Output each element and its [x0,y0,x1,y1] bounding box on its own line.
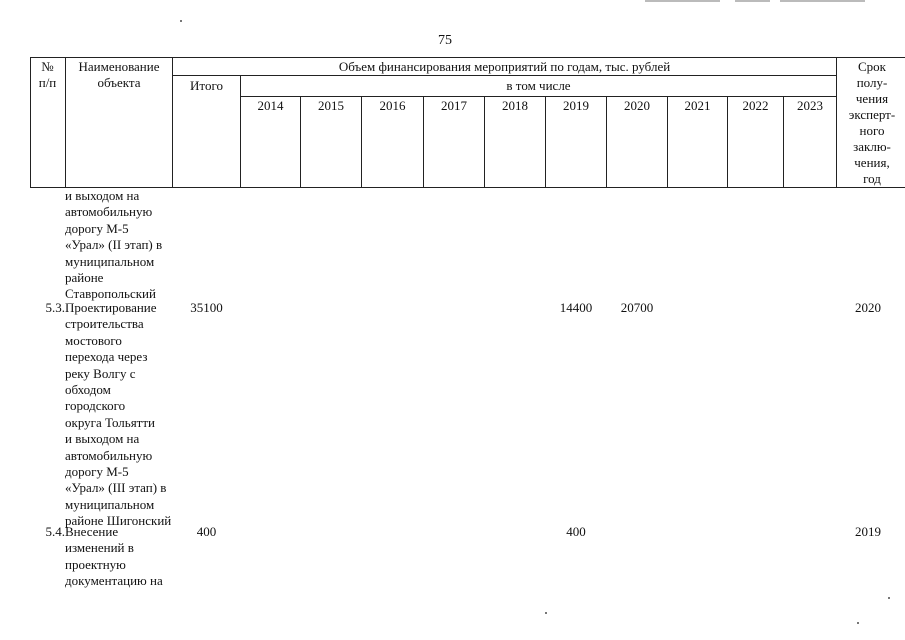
scan-mark [735,0,770,2]
header-deadline: Срок полу- чения эксперт- ного заклю- чения, год [848,59,896,186]
row-name: Проектирование строительства мостового перехода через реку Волгу с обходом городского округа Тольятти и выходом на автомобильную дорогу М-5 «Урал» (III этап) в муниципальном районе Шигонский [65,300,172,529]
row-name: и выходом на автомобильную дорогу М-5 «Урал» (II этап) в муниципальном районе Ставропольский [65,188,163,302]
row-value-2019: 14400 [559,300,593,315]
row-deadline: 2019 [855,524,881,539]
header-year-2016: 2016 [379,98,406,113]
page-number: 75 [438,33,452,48]
header-year-2015: 2015 [318,98,344,113]
header-year-2014: 2014 [257,98,284,113]
scan-mark [645,0,720,2]
header-total: Итого [190,78,223,93]
row-value-2020: 20700 [620,300,654,315]
scan-dot [180,20,182,22]
scan-dot [888,597,890,599]
header-including: в том числе [506,78,571,93]
header-year-2018: 2018 [502,98,528,113]
header-year-2023: 2023 [797,98,823,113]
scan-mark [780,0,865,2]
header-year-2017: 2017 [441,98,467,113]
header-year-2022: 2022 [742,98,769,113]
row-total: 400 [196,524,217,539]
scan-dot [857,622,859,624]
header-year-2021: 2021 [684,98,711,113]
row-num: 5.4. [45,524,65,539]
header-num: № п/п [38,59,57,90]
row-total: 35100 [190,300,223,315]
row-num: 5.3. [45,300,65,315]
header-year-2019: 2019 [563,98,589,113]
header-name: Наименование объекта [78,59,160,90]
header-funding-title: Объем финансирования мероприятий по годам, тыс. рублей [338,59,671,74]
row-deadline: 2020 [855,300,881,315]
row-name: Внесение изменений в проектную документацию на [65,524,163,589]
row-value-2019: 400 [566,524,586,539]
header-year-2020: 2020 [624,98,650,113]
scan-dot [545,612,547,614]
